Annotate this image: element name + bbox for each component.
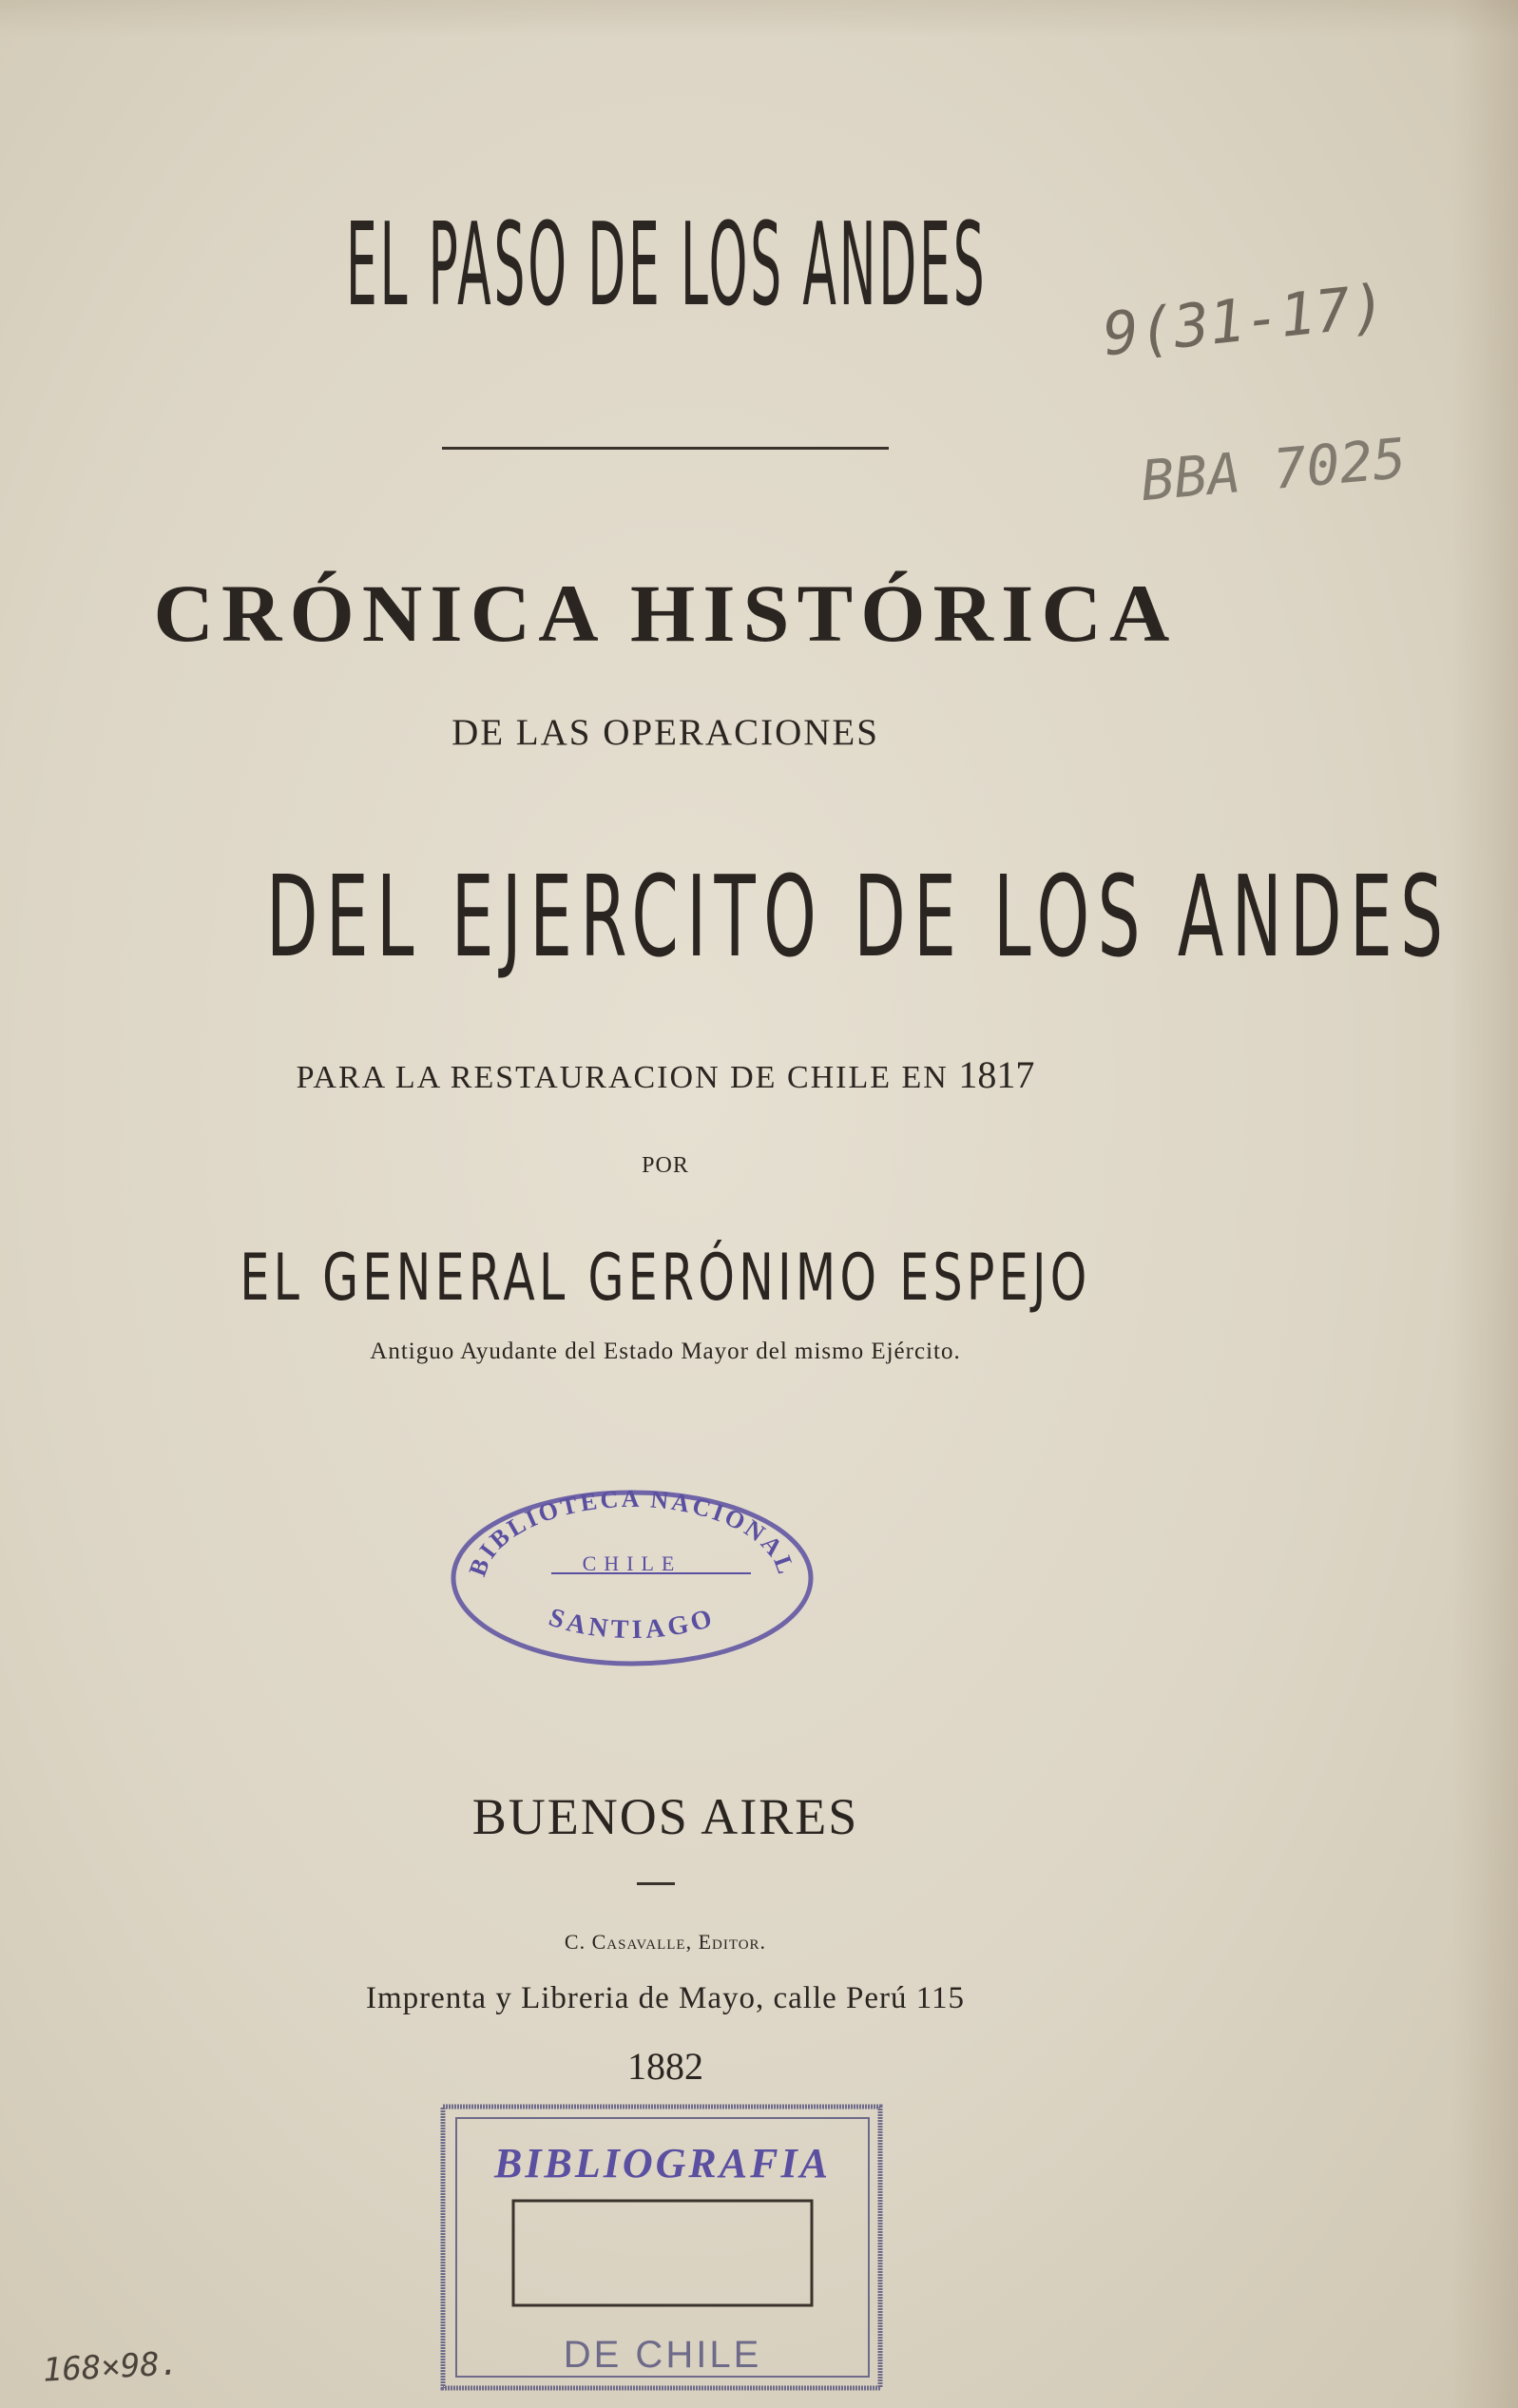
page-shadow-top [0,0,1518,38]
book-title: EL PASO DE LOS ANDES [346,200,988,332]
by-label: POR [642,1153,689,1178]
army-heading: DEL EJERCITO DE LOS ANDES [265,851,1451,982]
handwritten-catalog: BBA 7025 [1138,425,1409,514]
bibliography-stamp-top: BIBLIOGRAFIA [494,2140,831,2186]
page-shadow-right [1451,0,1518,2408]
library-stamp-middle: CHILE [582,1551,682,1575]
purpose-text: PARA LA RESTAURACION DE CHILE EN [296,1060,959,1095]
purpose-line [0,1052,1331,1097]
book-subtitle: CRÓNICA HISTÓRICA [153,568,1178,659]
title-rule [442,447,889,450]
handwritten-size: 168×98. [42,2344,181,2390]
bibliography-stamp [439,2101,886,2396]
subtitle-line: DE LAS OPERACIONES [452,712,879,753]
library-stamp-bottom: SANTIAGO [545,1602,720,1646]
purpose-year: 1817 [958,1053,1035,1096]
handwritten-call-number: 9(31-17) [1100,270,1390,370]
author-name: EL GENERAL GERÓNIMO ESPEJO [240,1241,1091,1316]
author-role: Antiguo Ayudante del Estado Mayor del mismo Ejército. [370,1339,961,1364]
library-stamp [447,1478,817,1668]
editor-line: C. Casavalle, Editor. [564,1930,767,1954]
publication-city: BUENOS AIRES [471,1788,859,1845]
library-stamp-top: BIBLIOTECA NACIONAL [463,1484,801,1580]
city-rule [637,1882,675,1885]
bibliography-stamp-bottom: DE CHILE [563,2334,762,2376]
printer-line: Imprenta y Libreria de Mayo, calle Perú 115 [365,1981,966,2015]
publication-year: 1882 [627,2045,703,2088]
